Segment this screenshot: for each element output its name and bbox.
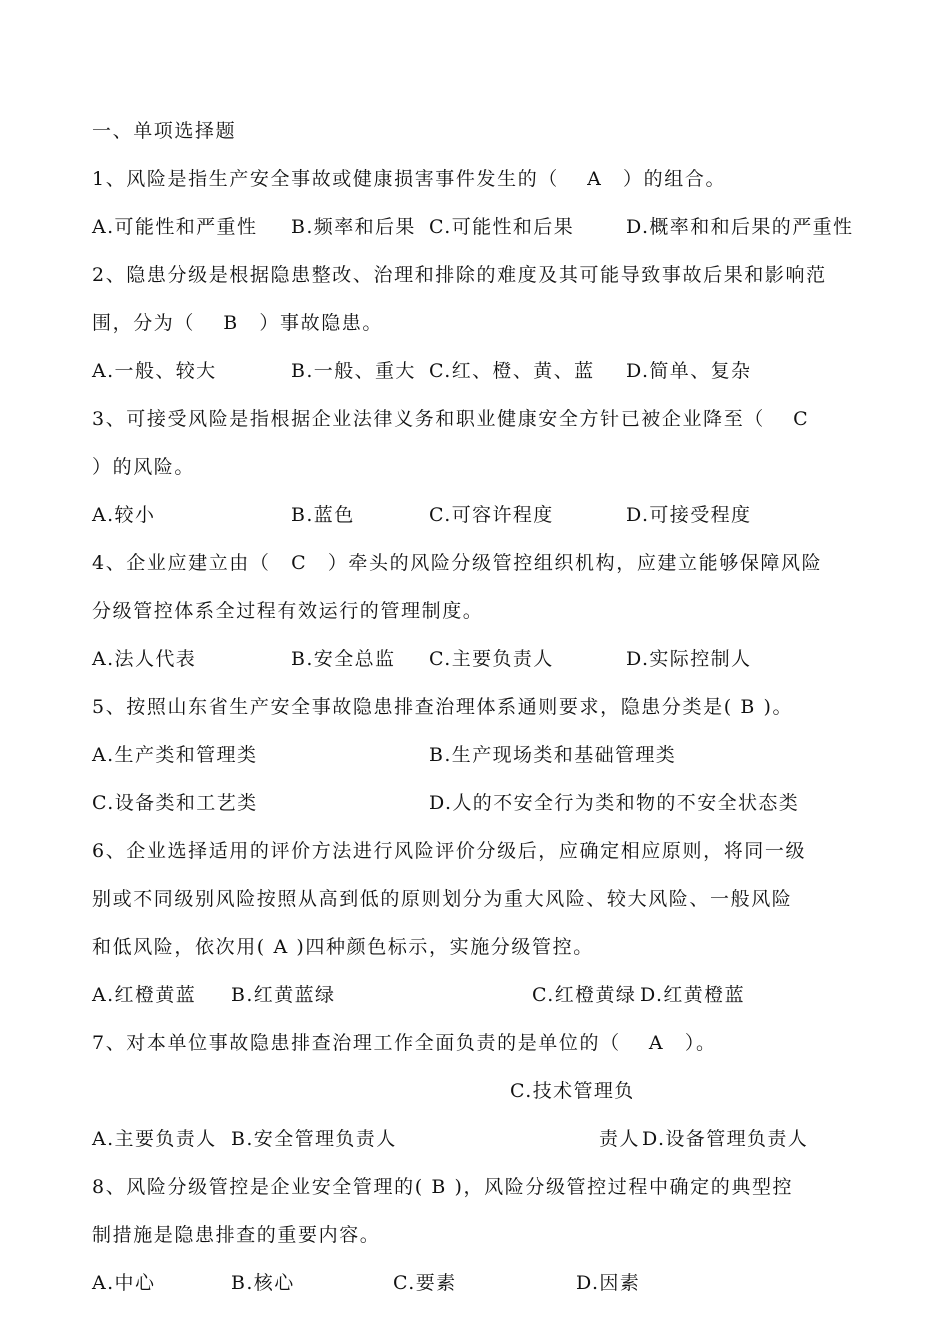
question-2-option-b: B.一般、重大 (291, 360, 416, 382)
question-7-option-a: A.主要负责人 (92, 1128, 217, 1150)
question-6-line-2: 别或不同级别风险按照从高到低的原则划分为重大风险、较大风险、一般风险 (92, 888, 793, 910)
question-5-option-b: B.生产现场类和基础管理类 (429, 744, 677, 766)
question-8-option-b: B.核心 (231, 1272, 295, 1294)
question-6-line-1: 6、企业选择适用的评价方法进行风险评价分级后，应确定相应原则，将同一级 (92, 840, 807, 862)
question-3-line-2: ）的风险。 (92, 456, 196, 478)
question-6-option-a: A.红橙黄蓝 (92, 984, 197, 1006)
question-4-option-c: C.主要负责人 (429, 648, 554, 670)
question-4-line-1: 4、企业应建立由（ C ）牵头的风险分级管控组织机构，应建立能够保障风险 (92, 552, 823, 574)
question-3-line-1: 3、可接受风险是指根据企业法律义务和职业健康安全方针已被企业降至（ C (92, 408, 810, 430)
question-3-option-b: B.蓝色 (291, 504, 355, 526)
question-1-option-c: C.可能性和后果 (429, 216, 575, 238)
question-1-option-d: D.概率和和后果的严重性 (626, 216, 854, 238)
question-7-line-1: 7、对本单位事故隐患排查治理工作全面负责的是单位的（ A ）。 (92, 1032, 717, 1054)
question-2-line-1: 2、隐患分级是根据隐患整改、治理和排除的难度及其可能导致事故后果和影响范 (92, 264, 827, 286)
question-4-option-b: B.安全总监 (291, 648, 396, 670)
question-7-option-d: D.设备管理负责人 (642, 1128, 809, 1150)
question-6-option-b: B.红黄蓝绿 (231, 984, 336, 1006)
question-6-line-3: 和低风险，依次用( A )四种颜色标示，实施分级管控。 (92, 936, 594, 958)
question-2-option-d: D.简单、复杂 (626, 360, 752, 382)
question-8-option-a: A.中心 (92, 1272, 156, 1294)
question-4-option-a: A.法人代表 (92, 648, 197, 670)
question-1-line-1: 1、风险是指生产安全事故或健康损害事件发生的（ A ）的组合。 (92, 168, 727, 190)
question-7-option-c: C.技术管理负 (510, 1080, 635, 1102)
question-8-line-2: 制措施是隐患排查的重要内容。 (92, 1224, 381, 1246)
question-8-option-c: C.要素 (393, 1272, 457, 1294)
question-8-option-d: D.因素 (576, 1272, 641, 1294)
section-title: 一、单项选择题 (92, 120, 237, 142)
question-5-option-c: C.设备类和工艺类 (92, 792, 258, 814)
question-6-option-c: C.红橙黄绿 (532, 984, 637, 1006)
question-2-line-2: 围，分为（ B ）事故隐患。 (92, 312, 384, 334)
question-7-option-c-continued: 责人 (599, 1128, 640, 1150)
question-1-option-b: B.频率和后果 (291, 216, 416, 238)
question-8-line-1: 8、风险分级管控是企业安全管理的( B )，风险分级管控过程中确定的典型控 (92, 1176, 794, 1198)
question-5-option-a: A.生产类和管理类 (92, 744, 258, 766)
question-6-option-d: D.红黄橙蓝 (640, 984, 745, 1006)
question-5-option-d: D.人的不安全行为类和物的不安全状态类 (429, 792, 800, 814)
question-2-option-a: A.一般、较大 (92, 360, 217, 382)
question-4-option-d: D.实际控制人 (626, 648, 752, 670)
question-3-option-d: D.可接受程度 (626, 504, 752, 526)
question-4-line-2: 分级管控体系全过程有效运行的管理制度。 (92, 600, 484, 622)
question-3-option-a: A.较小 (92, 504, 156, 526)
question-5-line-1: 5、按照山东省生产安全事故隐患排查治理体系通则要求，隐患分类是( B )。 (92, 696, 794, 718)
question-2-option-c: C.红、橙、黄、蓝 (429, 360, 595, 382)
question-7-option-b: B.安全管理负责人 (231, 1128, 397, 1150)
question-1-option-a: A.可能性和严重性 (92, 216, 258, 238)
question-3-option-c: C.可容许程度 (429, 504, 554, 526)
